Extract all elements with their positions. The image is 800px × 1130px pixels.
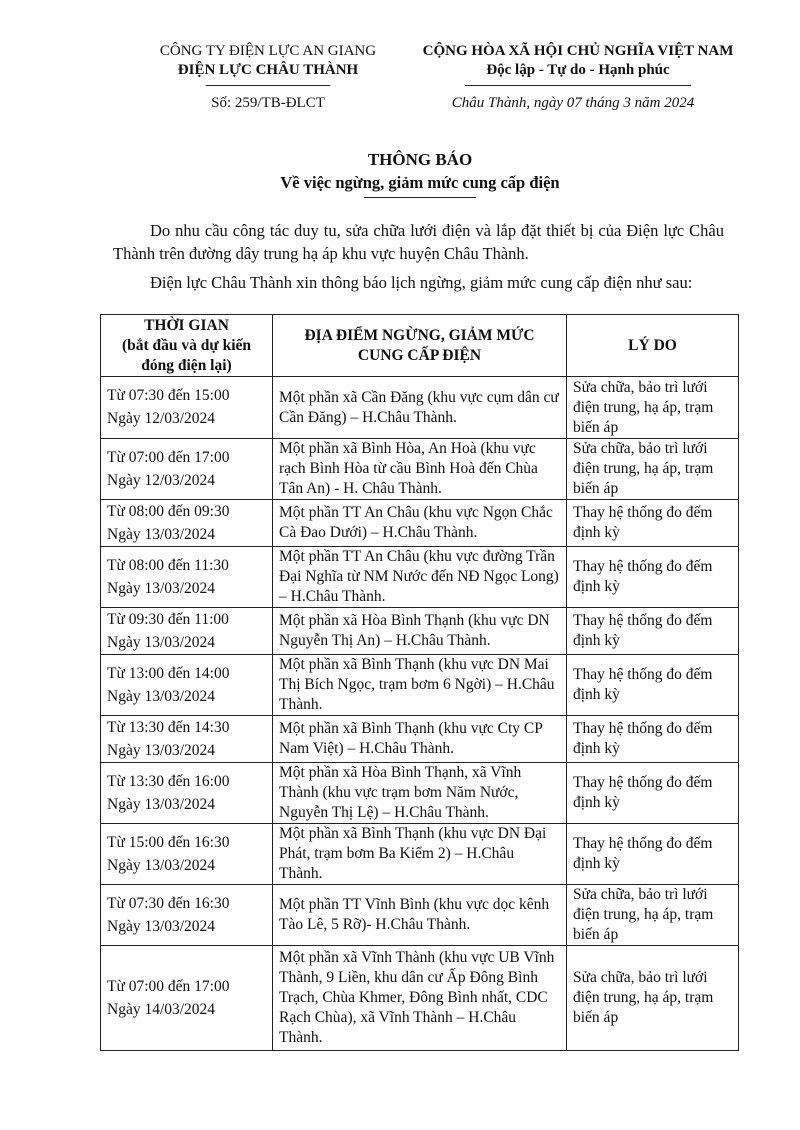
header-location: ĐỊA ĐIỂM NGỪNG, GIẢM MỨC CUNG CẤP ĐIỆN [273,315,567,377]
table-row [101,763,739,824]
time-date: Ngày 13/03/2024 [107,741,216,759]
cell-time [101,763,273,824]
time-range: Từ 09:30 đến 11:00 [107,610,229,628]
outage-schedule-table [100,314,739,1051]
time-range: Từ 07:00 đến 17:00 [107,977,230,995]
cell-reason: Thay hệ thống đo đếm định kỳ [567,547,739,608]
time-date: Ngày 13/03/2024 [107,525,216,543]
unit-underline [206,85,330,86]
cell-time [101,500,273,547]
time-date: Ngày 14/03/2024 [107,1000,216,1018]
cell-reason: Thay hệ thống đo đếm định kỳ [567,824,739,885]
title-underline [364,197,476,198]
cell-location: Một phần xã Bình Thạnh (khu vực DN Đại Phát, trạm bơm Ba Kiểm 2) – H.Châu Thành. [273,824,567,885]
table-row [101,500,739,547]
cell-reason: Thay hệ thống đo đếm định kỳ [567,763,739,824]
cell-reason: Thay hệ thống đo đếm định kỳ [567,716,739,763]
cell-time [101,439,273,500]
notice-title: THÔNG BÁO [367,150,473,169]
cell-reason: Sửa chữa, bảo trì lưới điện trung, hạ áp, trạm biến áp [567,439,739,500]
national-title: CỘNG HÒA XÃ HỘI CHỦ NGHĨA VIỆT NAM [422,43,734,59]
cell-time [101,885,273,946]
cell-time [101,716,273,763]
table-row [101,608,739,655]
cell-location: Một phần xã Bình Hòa, An Hoà (khu vực rạch Bình Hòa từ cầu Bình Hoà đến Chùa Tân An) - H. Châu Thành. [273,439,567,500]
company-name: CÔNG TY ĐIỆN LỰC AN GIANG [159,43,377,59]
time-date: Ngày 12/03/2024 [107,410,216,427]
time-range: Từ 07:00 đến 17:00 [107,448,230,466]
time-date: Ngày 13/03/2024 [107,856,216,874]
table-row [101,946,739,1051]
cell-location: Một phần xã Cần Đăng (khu vực cụm dân cư Cần Đăng) – H.Châu Thành. [273,377,567,439]
cell-reason: Sửa chữa, bảo trì lưới điện trung, hạ áp, trạm biến áp [567,946,739,1051]
table-row [101,547,739,608]
cell-location: Một phần TT Vĩnh Bình (khu vực dọc kênh Tào Lê, 5 Rỡ)- H.Châu Thành. [273,885,567,946]
cell-reason: Thay hệ thống đo đếm định kỳ [567,500,739,547]
cell-location: Một phần xã Bình Thạnh (khu vực Cty CP Nam Việt) – H.Châu Thành. [273,716,567,763]
table-header-row [101,315,739,377]
cell-reason: Sửa chữa, bảo trì lưới điện trung, hạ áp, trạm biến áp [567,377,739,439]
time-range: Từ 13:00 đến 14:00 [107,664,230,682]
unit-name: ĐIỆN LỰC CHÂU THÀNH [177,62,359,78]
cell-time [101,547,273,608]
time-date: Ngày 12/03/2024 [107,471,216,489]
table-row [101,716,739,763]
cell-time [101,377,273,439]
time-range: Từ 13:30 đến 16:00 [107,772,230,790]
table-row [101,885,739,946]
time-range: Từ 08:00 đến 11:30 [107,556,229,574]
schedule-intro-paragraph: Điện lực Châu Thành xin thông báo lịch ngừng, giảm mức cung cấp điện như sau: [150,273,693,292]
time-range: Từ 15:00 đến 16:30 [107,833,230,851]
header-time-label: THỜI GIAN [144,316,229,334]
table-row [101,439,739,500]
document-number: Số: 259/TB-ĐLCT [211,95,325,111]
cell-time [101,824,273,885]
cell-time [101,655,273,716]
time-date: Ngày 13/03/2024 [107,579,216,597]
cell-location: Một phần xã Bình Thạnh (khu vực DN Mai Thị Bích Ngọc, trạm bơm 6 Ngời) – H.Châu Thành. [273,655,567,716]
cell-location: Một phần xã Hòa Bình Thạnh, xã Vĩnh Thành (khu vực trạm bơm Năm Nước, Nguyễn Thị Lệ) – H.Châu Thành. [273,763,567,824]
cell-reason: Thay hệ thống đo đếm định kỳ [567,608,739,655]
time-range: Từ 07:30 đến 15:00 [107,387,230,404]
notice-subtitle: Về việc ngừng, giảm mức cung cấp điện [280,173,560,192]
time-date: Ngày 13/03/2024 [107,917,216,935]
national-motto: Độc lập - Tự do - Hạnh phúc [486,62,670,78]
table-row [101,824,739,885]
cell-location: Một phần TT An Châu (khu vực Ngọn Chắc Cà Đao Dưới) – H.Châu Thành. [273,500,567,547]
place-date: Châu Thành, ngày 07 tháng 3 năm 2024 [451,95,695,111]
motto-underline [465,85,691,86]
header-reason: LÝ DO [567,315,739,377]
cell-time [101,608,273,655]
intro-paragraph: Do nhu cầu công tác duy tu, sửa chữa lưới điện và lắp đặt thiết bị của Điện lực Châu Thành trên đường dây trung hạ áp khu vực huyện Châu Thành. [113,221,724,263]
time-date: Ngày 13/03/2024 [107,795,216,813]
cell-location: Một phần TT An Châu (khu vực đường Trần Đại Nghĩa từ NM Nước đến NĐ Ngọc Long) – H.Châu Thành. [273,547,567,608]
header-time [101,315,273,377]
time-range: Từ 07:30 đến 16:30 [107,894,230,912]
cell-time [101,946,273,1051]
time-date: Ngày 13/03/2024 [107,633,216,651]
time-range: Từ 08:00 đến 09:30 [107,502,230,520]
time-date: Ngày 13/03/2024 [107,687,216,705]
header-time-note: (bắt đầu và dự kiến đóng điện lại) [121,336,252,374]
cell-reason: Thay hệ thống đo đếm định kỳ [567,655,739,716]
cell-reason: Sửa chữa, bảo trì lưới điện trung, hạ áp, trạm biến áp [567,885,739,946]
table-row [101,655,739,716]
table-row [101,377,739,439]
time-range: Từ 13:30 đến 14:30 [107,718,230,736]
cell-location: Một phần xã Vĩnh Thành (khu vực UB Vĩnh Thành, 9 Liền, khu dân cư Ấp Đông Bình Trạch, Chùa Khmer, Đông Bình nhất, CDC Rạch Chùa), xã Vĩnh Thành – H.Châu Thành. [273,946,567,1051]
cell-location: Một phần xã Hòa Bình Thạnh (khu vực DN Nguyễn Thị An) – H.Châu Thành. [273,608,567,655]
